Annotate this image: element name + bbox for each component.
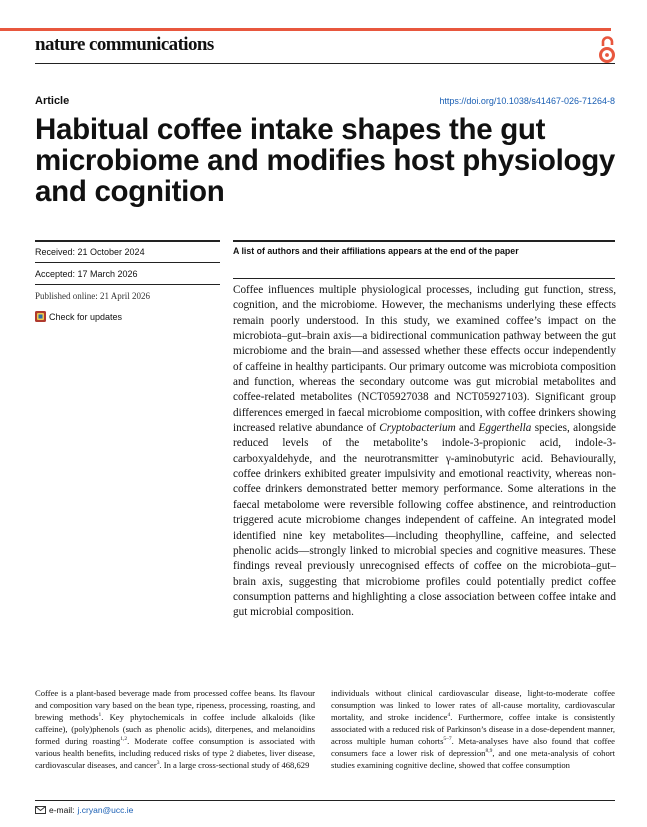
accepted-date: Accepted: 17 March 2026 [35,269,138,279]
email-label: e-mail: [49,805,75,815]
doi-link[interactable]: https://doi.org/10.1038/s41467-026-71264-8 [439,96,615,106]
correspondence-email [35,805,133,815]
header-divider [35,63,615,64]
abstract: Coffee influences multiple physiological processes, including gut function, stress, cognition, and the microbiome. However, the mechanisms underlying these effects remain poorly understood. In this study, we examined coffee’s impact on the microbiota–gut–brain axis—a bidirectional communication pathway between the gut microbiome and the brain—and assessed whether these effects occur independently of caffeine in healthy participants. Our primary outcome was microbiota composition and function, whereas the secondary outcome was gut microbial metabolites and coffee-related metabolites (NCT05927038 and NCT05927103). Significant group differences emerged in faecal microbiome composition, with coffee drinkers showing increased relative abundance of Cryptobacterium and Eggerthella species, alongside reduced levels of the metabolite’s indole-3-propionic acid, indole-3-carboxyaldehyde, and the neurotransmitter γ-aminobutyric acid. Behaviourally, coffee drinkers exhibited greater impulsivity and emotional reactivity, whereas non-coffee drinkers demonstrated better memory performance. Some alterations in the faecal metabolome were reversible following coffee abstinence, and reintroduction triggered acute microbiome changes independent of caffeine. An integrated model identified nine key metabolites—including theophylline, caffeine, and selected phenolic acids—strongly linked to microbial species and cognitive measures. These findings reveal previously unrecognised effects of coffee on the microbiota–gut–brain axis, suggesting that microbiome profiles could potentially predict coffee consumption patterns and highlighting a close association between coffee intake and gut microbial composition. [233,284,616,619]
journal-accent-bar [0,28,611,31]
check-for-updates-label: Check for updates [49,311,123,322]
intro-column-1: Coffee is a plant-based beverage made from processed coffee beans. Its flavour and composition vary based on the bean type, ripeness, processing, roasting, and brewing methods$^1$. Key phytochemicals in coffee include alkaloids (like caffeine), (poly)phenols (such as phenolic acids), diterpenes, and melanoidins formed during roasting$^{1,2}$. Moderate coffee consumption is associated with various health benefits, including reduced risks of type 2 diabetes, liver disease, cardiovascular diseases, and cancer$^3$. In a large cross-sectional study of 468,629 [35,688,316,770]
footer-divider [35,800,615,801]
article-title: Habitual coffee intake shapes the gut microbiome and modifies host physiology and cognition [35,113,616,208]
published-date: Published online: 21 April 2026 [35,291,151,301]
authors-note: A list of authors and their affiliations appears at the end of the paper [233,246,519,256]
journal-name: nature communications [35,34,214,55]
check-for-updates-button[interactable] [35,311,122,322]
article-type: Article [35,95,70,107]
email-link[interactable]: j.cryan@ucc.ie [77,805,134,815]
abstract-divider [233,278,615,279]
crossmark-icon [35,311,46,322]
meta-divider [35,262,220,263]
intro-column-2: individuals without clinical cardiovascular disease, light-to-moderate coffee consumption was linked to lower rates of all-cause mortality, cardiovascular mortality, and stroke incidence$^4$. Furthermore, coffee intake is consistently associated with a reduced risk of Parkinson’s disease in a dose-dependent manner, across multiple human cohorts$^{5-7}$. Meta-analyses have also found that coffee consumers face a lower risk of depression$^{8,9}$, and one meta-analysis of cohort studies examining cognitive decline, showed that coffee consumption [331,688,615,770]
authors-divider [233,240,615,242]
meta-divider [35,284,220,285]
envelope-icon [35,806,46,814]
meta-divider [35,240,220,242]
open-access-icon[interactable] [597,36,617,64]
received-date: Received: 21 October 2024 [35,247,145,257]
